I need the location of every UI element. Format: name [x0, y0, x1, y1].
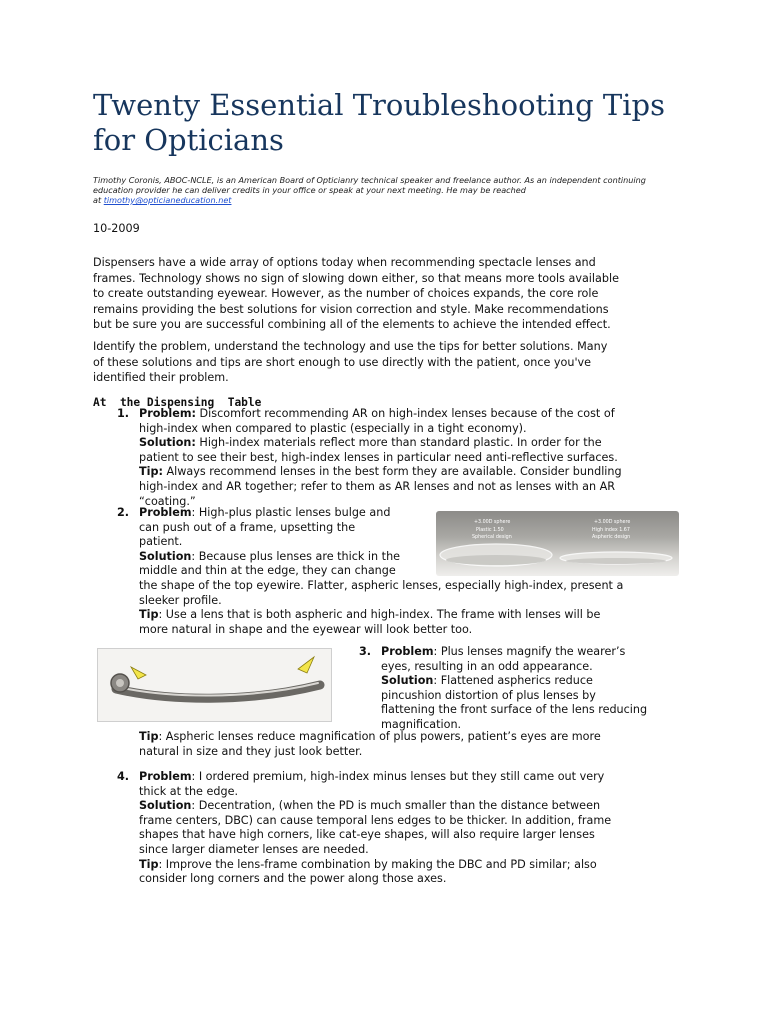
tip-label: Tip:	[139, 465, 163, 479]
tip-text: Always recommend lenses in the best form they are available. Consider bundling	[162, 465, 622, 479]
solution-line: pincushion distortion of plus lenses by	[381, 688, 596, 702]
solution-text: : Decentration, (when the PD is much smaller than the distance between	[191, 799, 601, 813]
problem-text: Discomfort recommending AR on high-index lenses because of the cost of	[195, 407, 615, 420]
aspheric-lens-shadow	[566, 558, 666, 564]
problem-label: Problem	[139, 770, 192, 783]
solution-text: : Flattened aspherics reduce	[433, 674, 593, 688]
tip-line	[139, 608, 699, 623]
tip-label: Tip	[139, 857, 159, 871]
tip-text: : Improve the lens-frame combination by making the DBC and PD similar; also	[158, 857, 597, 871]
solution-line: since larger diameter lenses are needed.	[139, 842, 369, 856]
solution-label: Solution	[381, 674, 434, 688]
problem-line	[139, 407, 699, 422]
title-line-2: for Opticians	[93, 123, 284, 157]
solution-line	[139, 799, 699, 814]
author-bio-line-3	[93, 195, 733, 205]
intro-paragraph-1	[93, 255, 693, 333]
intro-p1-line: to create outstanding eyewear. However, as the number of choices expands, the core role	[93, 287, 599, 300]
frame-eyewire-photo	[97, 648, 332, 722]
problem-text: : Plus lenses magnify the wearer’s	[433, 645, 626, 658]
author-bio	[93, 175, 733, 205]
solution-line: magnification.	[381, 717, 462, 731]
intro-p1-line: Dispensers have a wide array of options today when recommending spectacle lenses and	[93, 256, 596, 269]
lens-right-label-1: +3.00D sphere	[594, 520, 631, 525]
intro-p2-line: of these solutions and tips are short enough to use directly with the patient, once you've	[93, 355, 592, 369]
author-email-link[interactable]: timothy@opticianeducation.net	[103, 195, 232, 205]
intro-p2-line: Identify the problem, understand the technology and use the tips for better solutions. Many	[93, 340, 608, 353]
solution-label: Solution	[139, 799, 192, 813]
solution-line: flattening the front surface of the lens reducing	[381, 703, 648, 717]
title-line-1: Twenty Essential Troubleshooting Tips	[93, 88, 665, 122]
solution-line: sleeker profile.	[139, 593, 222, 607]
tip-line: consider long corners and the power along those axes.	[139, 872, 447, 886]
tip-item-1	[117, 407, 699, 509]
problem-line: patient.	[139, 535, 183, 549]
tip-label: Tip	[139, 730, 159, 743]
intro-p2-line: identified their problem.	[93, 371, 229, 384]
problem-line: eyes, resulting in an odd appearance.	[381, 659, 593, 673]
lens-left-label-1: +3.00D sphere	[474, 520, 511, 525]
solution-line: frame centers, DBC) can cause temporal lens edges to be thicker. In addition, frame	[139, 813, 612, 827]
lens-left-label-2: Plastic 1.50	[476, 528, 504, 533]
intro-p1-line: remains providing the best solutions for vision correction and style. Make recommendations	[93, 302, 609, 316]
publication-date: 10-2009	[93, 222, 140, 235]
solution-line	[381, 674, 701, 689]
author-bio-prefix: at	[93, 195, 104, 205]
problem-text: : High-plus plastic lenses bulge and	[191, 506, 391, 519]
item-number: 4.	[117, 770, 130, 783]
problem-line: can push out of a frame, upsetting the	[139, 520, 356, 534]
problem-label: Problem:	[139, 407, 196, 420]
lens-right-label-2: High index 1.67	[592, 528, 630, 533]
tip-line	[139, 858, 699, 873]
problem-line: high-index when compared to plastic (especially in a tight economy).	[139, 421, 527, 435]
tip-item-3	[359, 645, 701, 733]
tip-item-3-tip	[139, 730, 699, 759]
solution-line	[139, 436, 699, 451]
problem-line: thick at the edge.	[139, 784, 239, 798]
problem-text: : I ordered premium, high-index minus lenses but they still came out very	[191, 770, 605, 783]
solution-line: middle and thin at the edge, they can change	[139, 564, 396, 578]
lens-left-label-3: Spherical design	[472, 535, 512, 540]
lens-comparison-photo	[436, 511, 679, 576]
tip-line	[139, 730, 699, 745]
solution-label: Solution	[139, 549, 192, 563]
section-heading: At the Dispensing Table	[93, 396, 262, 409]
problem-label: Problem	[139, 506, 192, 519]
author-bio-line-1: Timothy Coronis, ABOC-NCLE, is an American Board of Opticianry technical speaker and freelance author. As an independent continuing	[93, 175, 646, 185]
tip-line: natural in size and they just look better.	[139, 744, 363, 758]
problem-label: Problem	[381, 645, 434, 658]
document-title	[93, 88, 733, 158]
tip-line: “coating.”	[139, 494, 196, 508]
tip-item-4	[117, 770, 699, 887]
tip-line: high-index and AR together; refer to them as AR lenses and not as lenses with an AR	[139, 479, 616, 493]
tip-line: more natural in shape and the eyewear will look better too.	[139, 622, 473, 636]
item-number: 1.	[117, 407, 130, 420]
item-number: 2.	[117, 506, 130, 519]
solution-text: : Because plus lenses are thick in the	[191, 549, 401, 563]
intro-p1-line: but be sure you are successful combining all of the elements to achieve the intended effect.	[93, 318, 611, 331]
problem-line	[139, 770, 699, 785]
solution-label: Solution:	[139, 436, 196, 450]
lens-right-label-3: Aspheric design	[592, 535, 631, 540]
intro-paragraph-2	[93, 339, 693, 386]
solution-line: the shape of the top eyewire. Flatter, aspheric lenses, especially high-index, present a	[139, 578, 624, 592]
tip-line	[139, 465, 699, 480]
solution-line: shapes that have high corners, like cat-eye shapes, will also require larger lenses	[139, 828, 595, 842]
tip-text: : Aspheric lenses reduce magnification of plus powers, patient’s eyes are more	[158, 730, 601, 743]
solution-line: patient to see their best, high-index lenses in particular need anti-reflective surfaces.	[139, 450, 618, 464]
problem-line	[381, 645, 701, 660]
spherical-lens-shadow	[446, 555, 546, 565]
solution-text: High-index materials reflect more than standard plastic. In order for the	[195, 436, 602, 450]
intro-p1-line: frames. Technology shows no sign of slowing down either, so that means more tools available	[93, 271, 619, 285]
tip-label: Tip	[139, 608, 159, 622]
author-bio-line-2: education provider he can deliver credits in your office or speak at your next meeting. He may be reached	[93, 185, 526, 195]
tip-text: : Use a lens that is both aspheric and high-index. The frame with lenses will be	[158, 608, 601, 622]
item-number: 3.	[359, 645, 372, 658]
